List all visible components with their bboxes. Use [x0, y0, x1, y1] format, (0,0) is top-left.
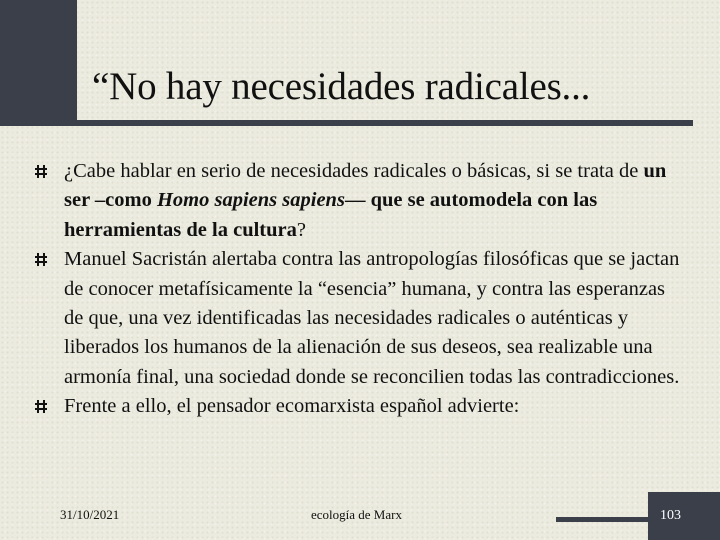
hash-bullet-icon — [34, 252, 48, 267]
text-run-bold: un ser –como — [64, 160, 667, 212]
title-accent-bar — [0, 0, 77, 124]
text-run: ¿Cabe hablar en serio de necesidades radicales o básicas, si se trata de — [64, 160, 644, 182]
slide-title: “No hay necesidades radicales... — [92, 65, 591, 108]
footer-label: ecología de Marx — [311, 507, 402, 522]
page-number: 103 — [660, 508, 681, 523]
text-run-bold: — que se automodela con las herramientas de la cultura — [64, 189, 598, 241]
bullet-text — [64, 160, 666, 241]
bullet-text: Manuel Sacristán alertaba contra las antropologías filosóficas que se jactan de conocer metafísicamente la “esencia” humana, y contra las esperanzas de que, una vez identificadas las necesidades radicales o auténticas y liberados los humanos de la alienación de sus deseos, sea realizable una armonía final, una sociedad donde se reconcilien todas las contradicciones. — [64, 248, 680, 388]
text-run: ? — [296, 218, 306, 241]
bullet-item — [34, 157, 684, 245]
bullet-item — [34, 392, 684, 421]
footer-rule — [556, 517, 650, 522]
hash-bullet-icon — [34, 399, 48, 414]
bullet-list — [34, 157, 684, 422]
title-rule — [0, 120, 693, 126]
page-number-box — [648, 492, 720, 540]
hash-bullet-icon — [34, 164, 48, 179]
text-run-bold-italic: Homo sapiens sapiens — [156, 189, 345, 212]
footer-date: 31/10/2021 — [60, 507, 120, 522]
bullet-item — [34, 245, 684, 392]
bullet-text: Frente a ello, el pensador ecomarxista español advierte: — [64, 395, 520, 418]
